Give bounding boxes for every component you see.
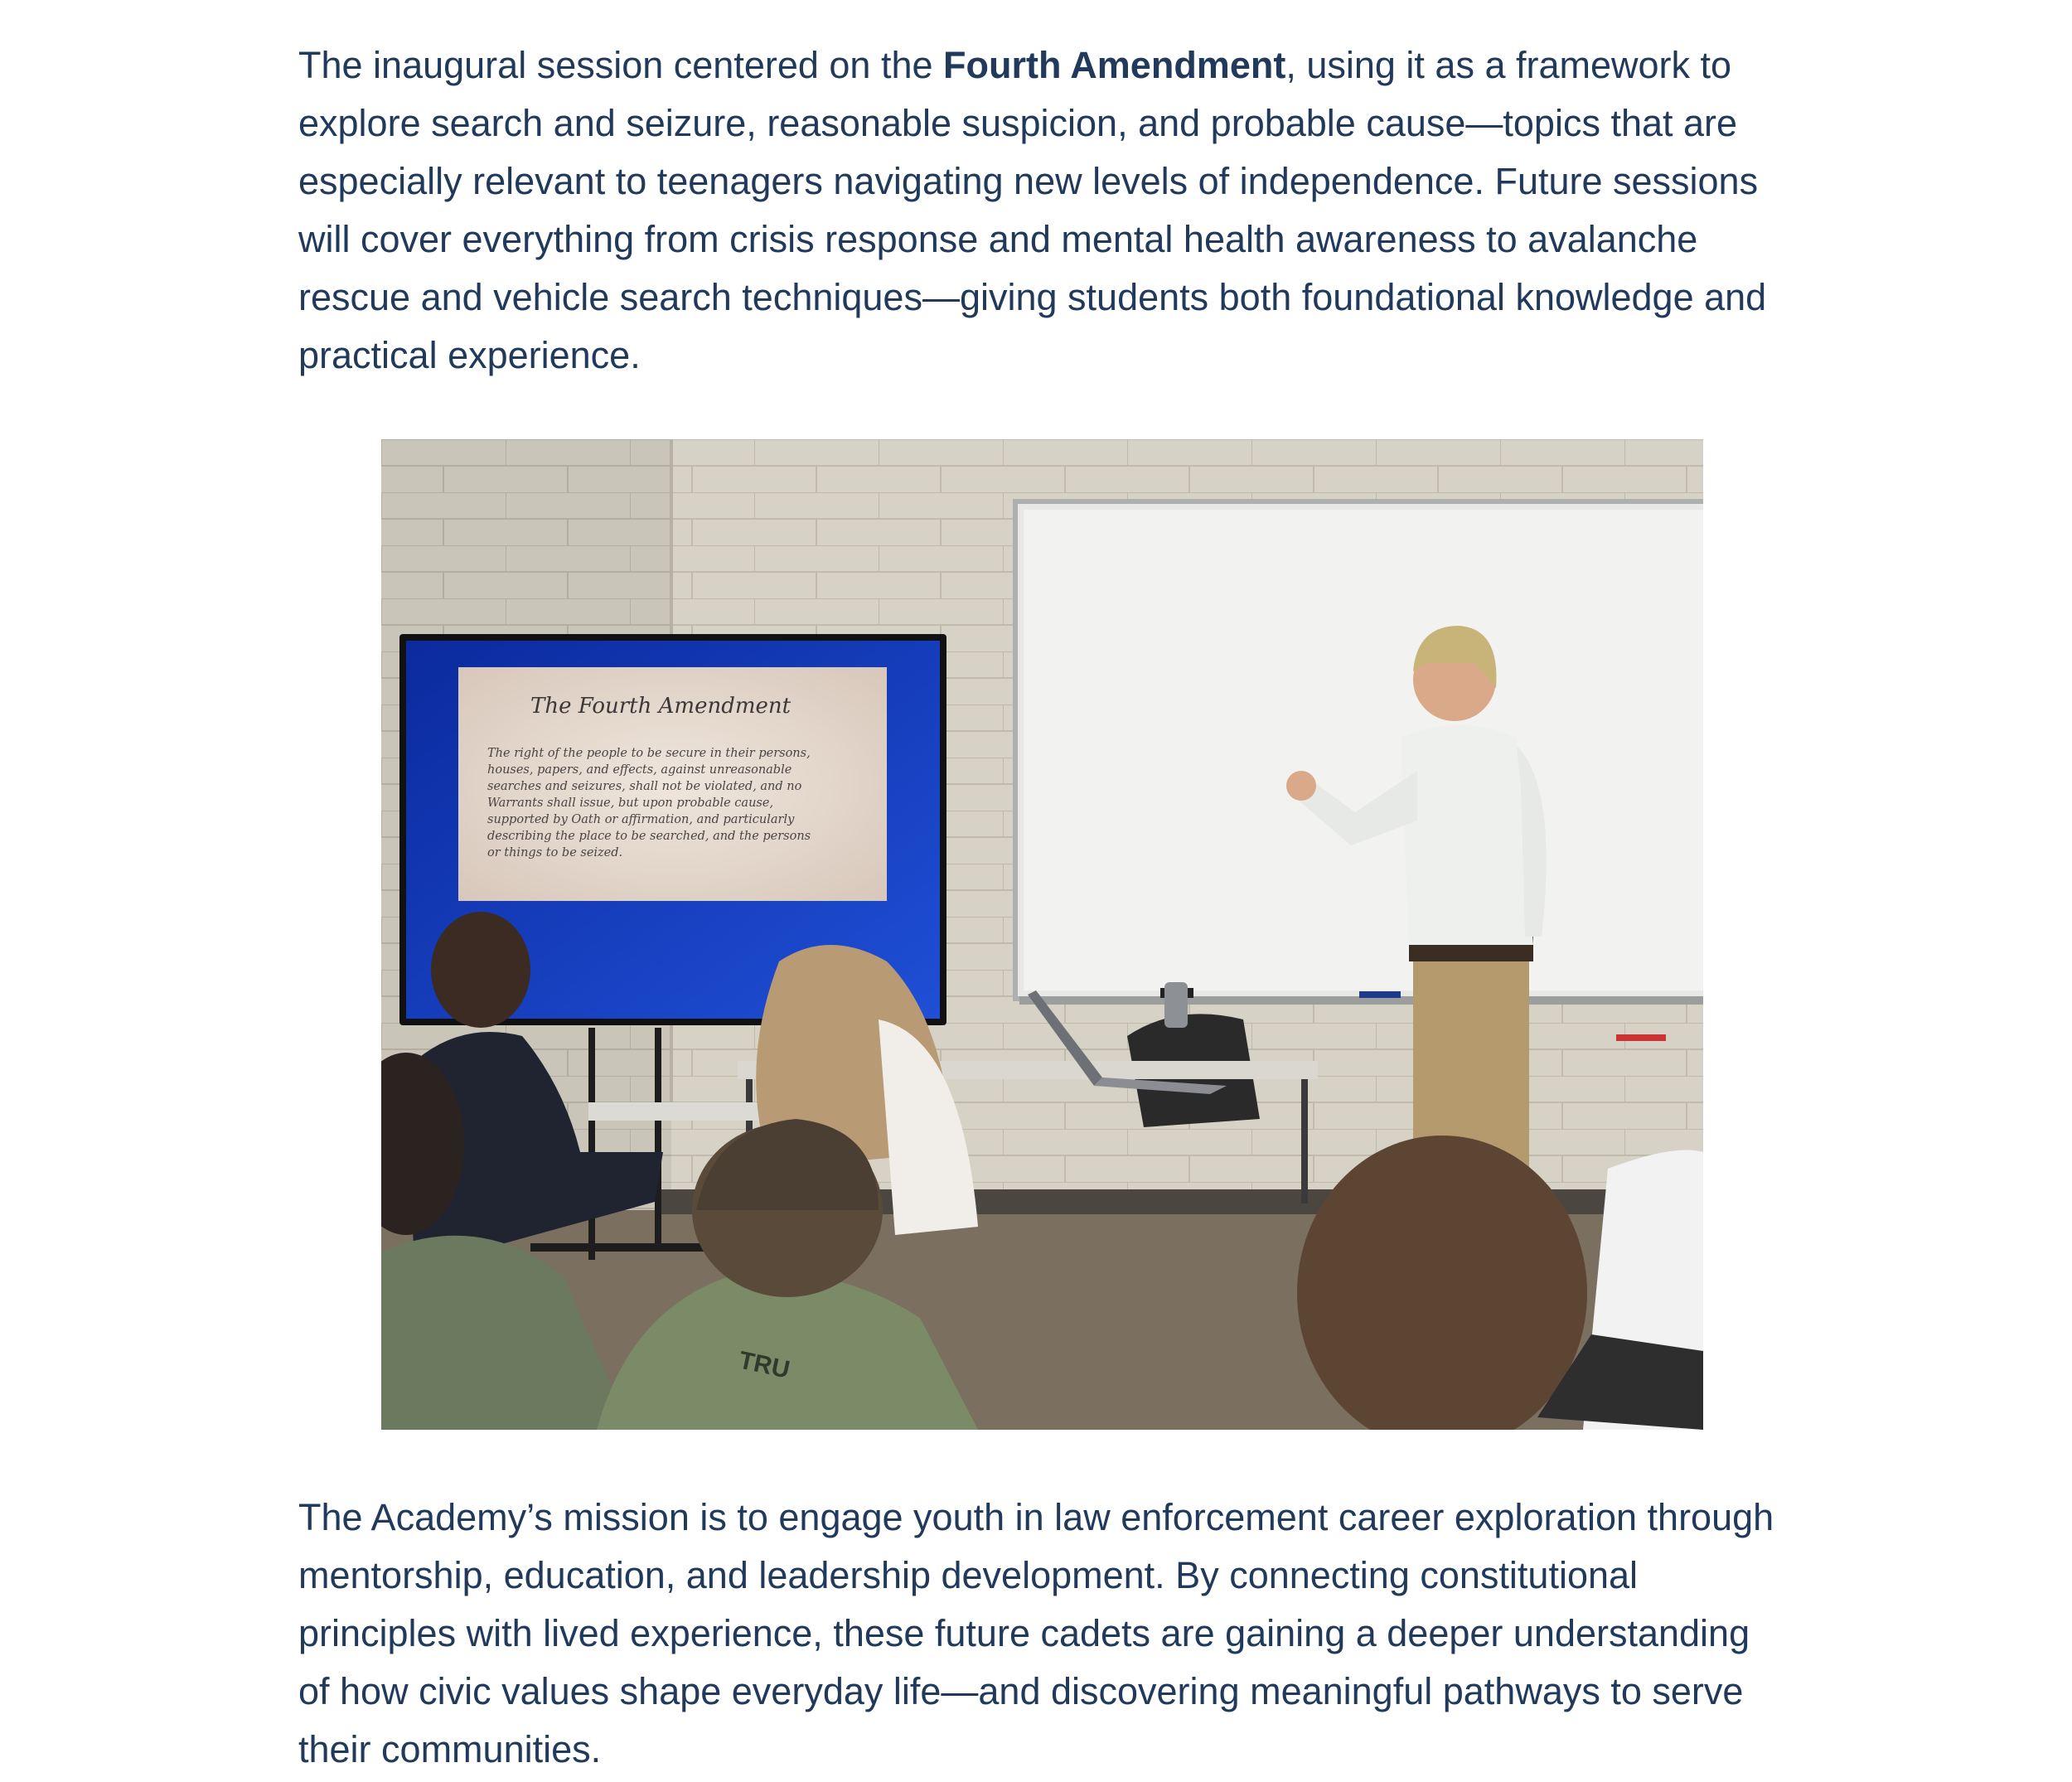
whiteboard [1015,501,1703,1041]
tv-slide-line: The right of the people to be secure in their persons, [487,747,811,760]
tv-slide-line: describing the place to be searched, and the persons [487,830,811,843]
classroom-photo [381,439,1703,1430]
paragraph-intro [298,36,1790,385]
para1-before: The inaugural session centered on the [298,44,944,86]
tv-slide-line: searches and seizures, shall not be violated, and no [487,780,802,793]
tv-slide-line: Warrants shall issue, but upon probable cause, [487,797,774,810]
tv-slide-title: The Fourth Amendment [530,694,792,719]
tv-slide-line: houses, papers, and effects, against unreasonable [487,763,792,777]
para1-after: , using it as a framework to explore search and seizure, reasonable suspicion, and probable cause—topics that are especially relevant to teenagers navigating new levels of independence. Future sessions will cover everything from crisis response and mental health awareness to avalanche rescue and vehicle search techniques—giving students both foundational knowledge and practical experience. [298,44,1767,376]
tv-slide-line: supported by Oath or affirmation, and particularly [487,813,795,826]
paragraph-mission: The Academy’s mission is to engage youth in law enforcement career exploration through mentorship, education, and leadership development. By connecting constitutional principles with lived experience, these future cadets are gaining a deeper understanding of how civic values shape everyday life—and discovering meaningful pathways to serve their communities. [298,1496,1774,1770]
tv-slide-line: or things to be seized. [487,846,623,860]
shirt-text: TRU [736,1346,792,1384]
fourth-amendment-bold: Fourth Amendment [943,44,1286,86]
